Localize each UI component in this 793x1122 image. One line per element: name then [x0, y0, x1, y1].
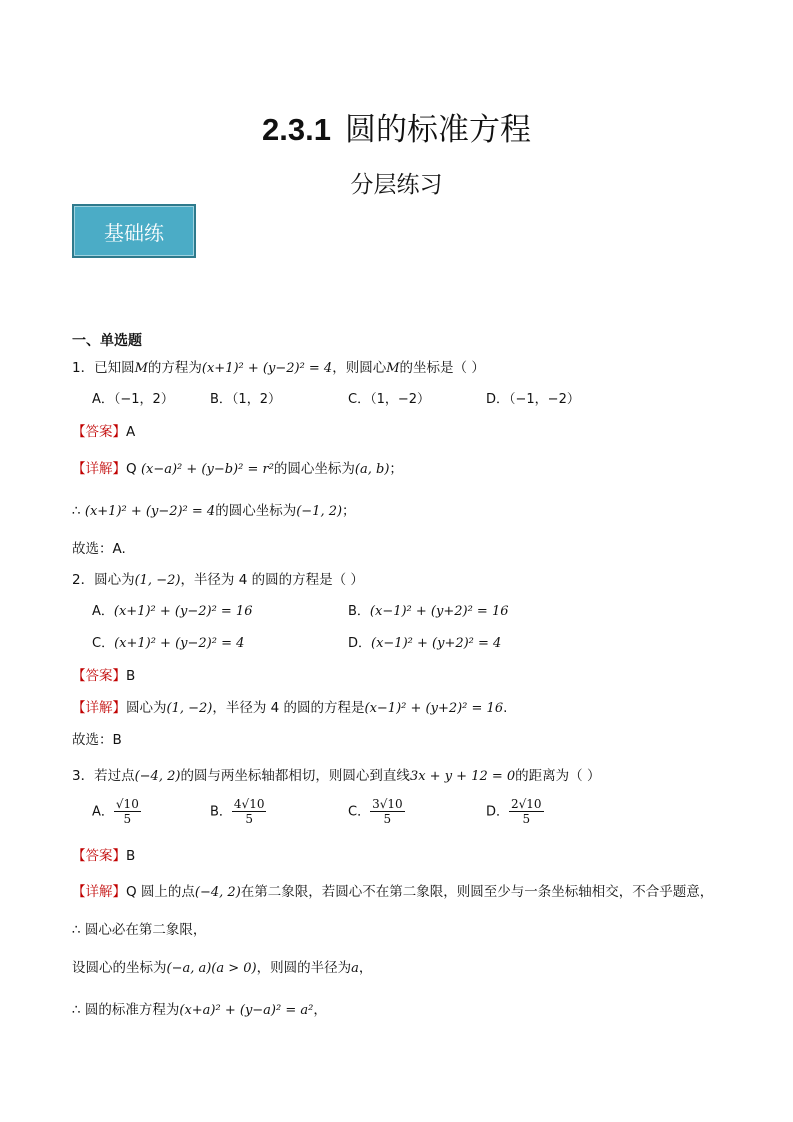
q1-option-d: D．（−1，−2） [486, 392, 580, 407]
title-number: 2.3.1 [262, 112, 331, 147]
q1-option-b: B．（1，2） [210, 392, 281, 407]
q3-detail-line-3: 设圆心的坐标为(−a, a)(a > 0)，则圆的半径为a， [72, 960, 373, 976]
question-2-stem: 2．圆心为(1, −2)，半径为 4 的圆的方程是（ ） [72, 572, 364, 588]
q2-option-c: C．(x+1)² + (y−2)² = 4 [92, 636, 245, 651]
q3-option-a: A． $\frac{√10}{5}$ [92, 797, 139, 826]
q1-detail-line-1: 【详解】Q (x−a)² + (y−b)² = r²的圆心坐标为(a, b)； [72, 461, 403, 477]
q2-answer: 【答案】B [72, 668, 136, 684]
q3-detail-line-2: ∴ 圆心必在第二象限， [72, 922, 207, 938]
section-heading: 一、单选题 [72, 333, 142, 349]
q3-option-b: B． $\frac{4√10}{5}$ [210, 797, 265, 826]
q3-option-c: C． $\frac{3√10}{5}$ [348, 797, 403, 826]
q3-detail-line-4: ∴ 圆的标准方程为(x+a)² + (y−a)² = a²， [72, 1002, 327, 1018]
q2-option-d: D．(x−1)² + (y+2)² = 4 [348, 636, 502, 651]
q3-answer: 【答案】B [72, 848, 136, 864]
q2-detail: 【详解】圆心为(1, −2)，半径为 4 的圆的方程是(x−1)² + (y+2)² = 16. [72, 700, 508, 716]
q1-conclusion: 故选：A. [72, 541, 126, 557]
title-text: 圆的标准方程 [344, 112, 531, 148]
q1-answer: 【答案】A [72, 424, 136, 440]
page-subtitle: 分层练习 [350, 172, 443, 198]
equation: (x+1)² + (y−2)² = 4 [201, 361, 333, 376]
page-title [0, 104, 793, 149]
level-badge: 基础练 [72, 204, 196, 258]
q2-option-a: A．(x+1)² + (y−2)² = 16 [92, 604, 253, 619]
q3-option-d: D． $\frac{2√10}{5}$ [486, 797, 542, 826]
q1-option-c: C．（1，−2） [348, 392, 431, 407]
q2-conclusion: 故选：B [72, 732, 122, 748]
q1-detail-line-2: ∴ (x+1)² + (y−2)² = 4的圆心坐标为(−1, 2)； [72, 503, 356, 519]
q3-detail-line-1: 【详解】Q 圆上的点(−4, 2)在第二象限，若圆心不在第二象限，则圆至少与一条坐标轴相交，不合乎题意， [72, 884, 714, 900]
question-3-stem: 3．若过点(−4, 2)的圆与两坐标轴都相切，则圆心到直线3x + y + 12 = 0的距离为（ ） [72, 768, 601, 784]
q1-option-a: A．（−1，2） [92, 392, 174, 407]
question-1-stem: 1．已知圆M的方程为(x+1)² + (y−2)² = 4，则圆心M的坐标是（ ） [72, 360, 485, 376]
q2-option-b: B．(x−1)² + (y+2)² = 16 [348, 604, 509, 619]
